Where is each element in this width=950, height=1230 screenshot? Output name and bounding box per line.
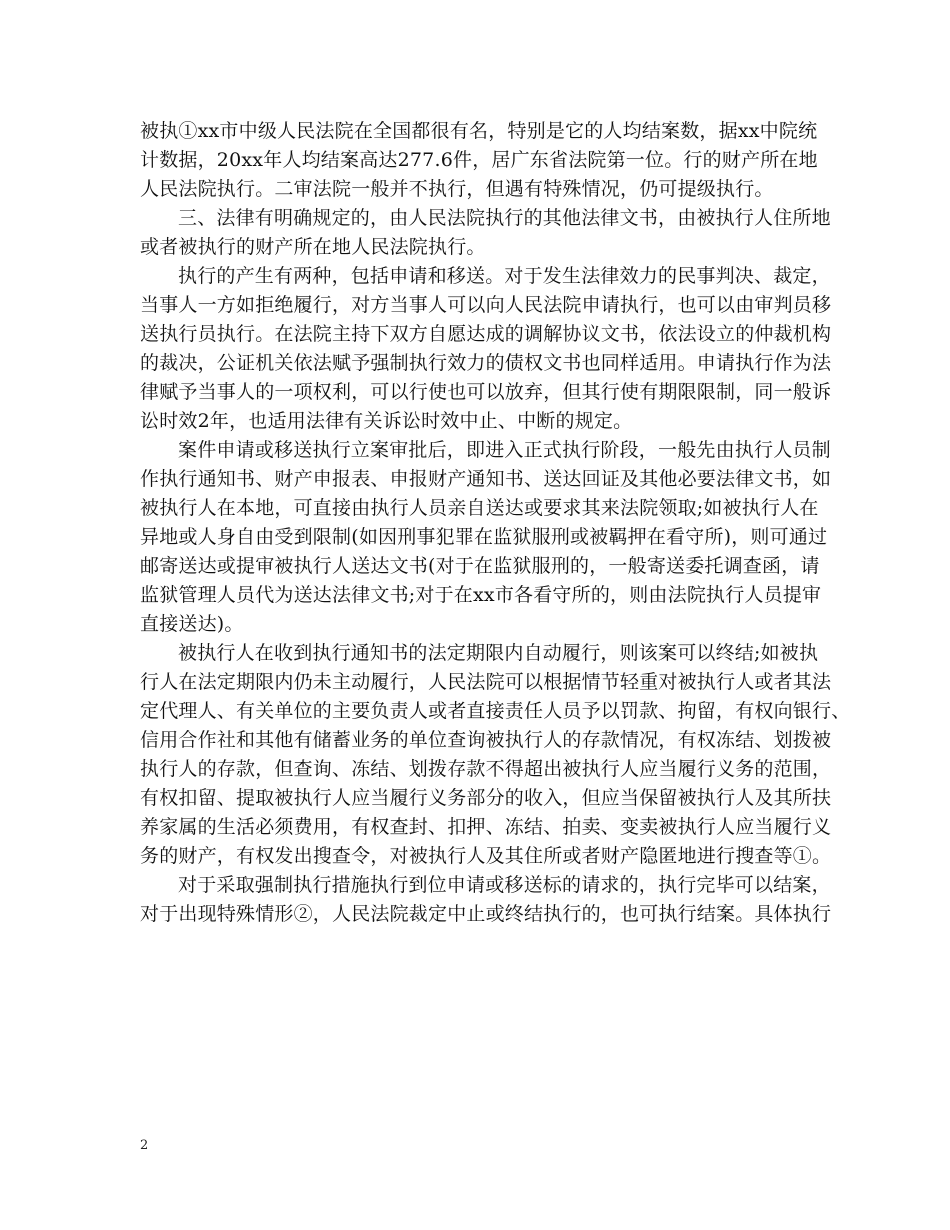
text-line: 计数据，20xx年人均结案高达277.6件，居广东省法院第一位。行的财产所在地 bbox=[140, 149, 818, 171]
text-line: 对于出现特殊情形②，人民法院裁定中止或终结执行的，也可执行结案。具体执行 bbox=[140, 903, 832, 925]
text-line: 送执行员执行。在法院主持下双方自愿达成的调解协议文书，依法设立的仲裁机构 bbox=[140, 323, 832, 345]
text-line: 的裁决，公证机关依法赋予强制执行效力的债权文书也同样适用。申请执行作为法 bbox=[140, 352, 832, 374]
text-line: 执行人的存款，但查询、冻结、划拨存款不得超出被执行人应当履行义务的范围， bbox=[140, 758, 832, 780]
text-line: 当事人一方如拒绝履行，对方当事人可以向人民法院申请执行，也可以由审判员移 bbox=[140, 294, 832, 316]
text-line: 被执行人在本地，可直接由执行人员亲自送达或要求其来法院领取;如被执行人在 bbox=[140, 497, 819, 519]
text-line: 或者被执行的财产所在地人民法院执行。 bbox=[140, 236, 486, 258]
text-line: 被执行人在收到执行通知书的法定期限内自动履行，则该案可以终结;如被执 bbox=[178, 642, 819, 664]
document-body bbox=[140, 117, 851, 929]
text-line: 直接送达)。 bbox=[140, 613, 244, 635]
text-line: 案件申请或移送执行立案审批后，即进入正式执行阶段，一般先由执行人员制 bbox=[178, 439, 831, 461]
text-line: 对于采取强制执行措施执行到位申请或移送标的请求的，执行完毕可以结案， bbox=[178, 874, 831, 896]
text-line: 养家属的生活必须费用，有权查封、扣押、冻结、拍卖、变卖被执行人应当履行义 bbox=[140, 816, 832, 838]
text-line: 作执行通知书、财产申报表、申报财产通知书、送达回证及其他必要法律文书，如 bbox=[140, 468, 832, 490]
text-line: 人民法院执行。二审法院一般并不执行，但遇有特殊情况，仍可提级执行。 bbox=[140, 178, 774, 200]
text-line: 执行的产生有两种，包括申请和移送。对于发生法律效力的民事判决、裁定， bbox=[178, 265, 831, 287]
text-line: 律赋予当事人的一项权利，可以行使也可以放弃，但其行使有期限限制，同一般诉 bbox=[140, 381, 832, 403]
text-line: 异地或人身自由受到限制(如因刑事犯罪在监狱服刑或被羁押在看守所)，则可通过 bbox=[140, 526, 828, 548]
text-line: 三、法律有明确规定的，由人民法院执行的其他法律文书，由被执行人住所地 bbox=[178, 207, 831, 229]
text-line: 监狱管理人员代为送达法律文书;对于在xx市各看守所的，则由法院执行人员提审 bbox=[140, 584, 822, 606]
page-number: 2 bbox=[140, 1138, 149, 1153]
text-line: 行人在法定期限内仍未主动履行，人民法院可以根据情节轻重对被执行人或者其法 bbox=[140, 671, 832, 693]
text-line: 定代理人、有关单位的主要负责人或者直接责任人员予以罚款、拘留，有权向银行、 bbox=[140, 700, 851, 722]
text-line: 有权扣留、提取被执行人应当履行义务部分的收入，但应当保留被执行人及其所扶 bbox=[140, 787, 832, 809]
text-line: 信用合作社和其他有储蓄业务的单位查询被执行人的存款情况，有权冻结、划拨被 bbox=[140, 729, 832, 751]
text-line: 被执①xx市中级人民法院在全国都很有名，特别是它的人均结案数，据xx中院统 bbox=[140, 120, 818, 142]
text-line: 务的财产，有权发出搜查令，对被执行人及其住所或者财产隐匿地进行搜查等①。 bbox=[140, 845, 832, 867]
text-line: 讼时效2年，也适用法律有关诉讼时效中止、中断的规定。 bbox=[140, 410, 633, 432]
text-line: 邮寄送达或提审被执行人送达文书(对于在监狱服刑的，一般寄送委托调查函，请 bbox=[140, 555, 820, 577]
